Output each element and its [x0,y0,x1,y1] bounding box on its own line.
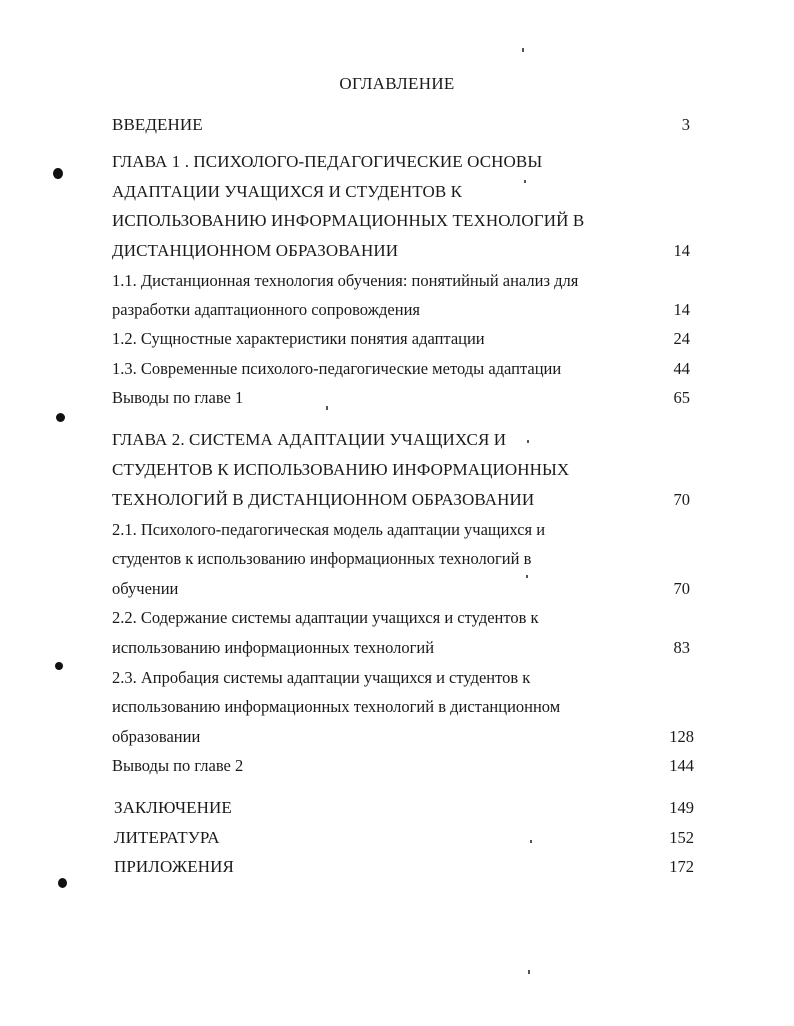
toc-entry-literature: ЛИТЕРАТУРА [114,828,220,847]
page-title: ОГЛАВЛЕНИЕ [339,74,455,93]
toc-chapter-1-line-2: АДАПТАЦИИ УЧАЩИХСЯ И СТУДЕНТОВ К [112,182,463,201]
toc-section-2-1-line-2: студентов к использованию информационных технологий в [112,549,532,568]
toc-chapter-2-line-1: ГЛАВА 2. СИСТЕМА АДАПТАЦИИ УЧАЩИХСЯ И [112,430,507,449]
toc-page-number: 144 [669,756,694,775]
toc-page-number: 149 [669,798,694,817]
toc-chapter-1-line-4: ДИСТАНЦИОННОМ ОБРАЗОВАНИИ [112,241,399,260]
toc-section-1-2: 1.2. Сущностные характеристики понятия адаптации [112,329,485,348]
toc-page-number: 65 [673,388,690,407]
toc-chapter-1-line-1: ГЛАВА 1 . ПСИХОЛОГО-ПЕДАГОГИЧЕСКИЕ ОСНОВЫ [112,152,543,171]
toc-page-number: 70 [673,579,690,598]
toc-page-number: 128 [669,727,694,746]
toc-section-1-1-line-1: 1.1. Дистанционная технология обучения: понятийный анализ для [112,271,579,290]
toc-section-1-1-line-2: разработки адаптационного сопровождения [112,300,421,319]
toc-section-2-3-line-2: использованию информационных технологий в дистанционном [112,697,561,716]
scan-speck [524,180,526,183]
toc-page-number: 70 [673,490,690,509]
toc-page-number: 3 [681,115,690,134]
toc-section-2-3-line-3: образовании [112,727,201,746]
toc-section-2-2-line-1: 2.2. Содержание системы адаптации учащихся и студентов к [112,608,539,627]
toc-chapter-2-line-3: ТЕХНОЛОГИЙ В ДИСТАНЦИОННОМ ОБРАЗОВАНИИ [112,490,535,509]
toc-section-2-1-line-3: обучении [112,579,179,598]
toc-section-1-3: 1.3. Современные психолого-педагогические методы адаптации [112,359,562,378]
toc-entry-intro: ВВЕДЕНИЕ [112,115,203,134]
toc-page-number: 14 [673,241,690,260]
toc-page-number: 24 [673,329,690,348]
punch-hole-mark [58,878,67,888]
punch-hole-mark [53,168,63,179]
scan-speck [326,406,328,410]
toc-section-2-3-line-1: 2.3. Апробация системы адаптации учащихся и студентов к [112,668,531,687]
scan-speck [526,575,528,578]
scan-speck [522,48,524,52]
toc-conclusions-2: Выводы по главе 2 [112,756,244,775]
scan-speck [528,970,530,974]
scan-speck [530,840,532,843]
toc-chapter-1-line-3: ИСПОЛЬЗОВАНИЮ ИНФОРМАЦИОННЫХ ТЕХНОЛОГИЙ В [112,211,585,230]
toc-page-number: 172 [669,857,694,876]
toc-page-number: 44 [673,359,690,378]
toc-page-number: 14 [673,300,690,319]
scan-speck [527,440,529,443]
punch-hole-mark [56,413,65,422]
punch-hole-mark [55,662,63,670]
toc-conclusions-1: Выводы по главе 1 [112,388,244,407]
toc-section-2-1-line-1: 2.1. Психолого-педагогическая модель адаптации учащихся и [112,520,546,539]
toc-page-number: 152 [669,828,694,847]
toc-chapter-2-line-2: СТУДЕНТОВ К ИСПОЛЬЗОВАНИЮ ИНФОРМАЦИОННЫХ [112,460,570,479]
toc-entry-conclusion: ЗАКЛЮЧЕНИЕ [114,798,232,817]
toc-page-number: 83 [673,638,690,657]
toc-section-2-2-line-2: использованию информационных технологий [112,638,435,657]
toc-entry-appendices: ПРИЛОЖЕНИЯ [114,857,234,876]
